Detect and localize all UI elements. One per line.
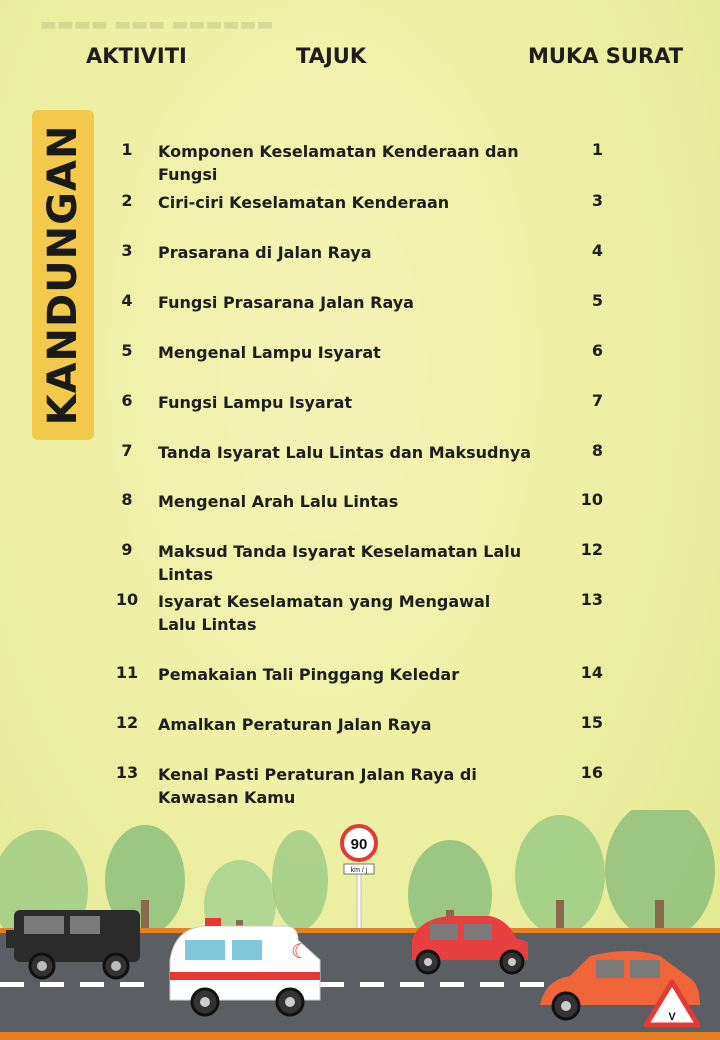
entry-page: 5 <box>591 291 603 310</box>
bleed-through-text: ▬▬▬▬▬▬ ▬▬▬ ▬▬▬▬ <box>40 14 274 35</box>
entry-title: Amalkan Peraturan Jalan Raya <box>158 715 432 734</box>
entry-number: 3 <box>121 241 133 260</box>
entry-title: Fungsi Prasarana Jalan Raya <box>158 293 414 312</box>
entry-page: 3 <box>591 191 603 210</box>
entry-number: 8 <box>121 490 133 509</box>
speed-limit-value: 90 <box>350 836 368 853</box>
entry-title: Mengenal Lampu Isyarat <box>158 343 381 362</box>
entry-number: 9 <box>121 540 133 559</box>
entry-page: 4 <box>591 241 603 260</box>
entry-title: Maksud Tanda Isyarat Keselamatan Lalu Lintas <box>158 542 522 584</box>
entry-number: 5 <box>121 341 133 360</box>
entry-title: Tanda Isyarat Lalu Lintas dan Maksudnya <box>158 443 532 462</box>
entry-title: Ciri-ciri Keselamatan Kenderaan <box>158 193 450 212</box>
entry-number: 2 <box>121 191 133 210</box>
entry-page: 14 <box>580 663 603 682</box>
entry-number: 7 <box>121 441 133 460</box>
entry-number: 13 <box>115 763 139 782</box>
entry-title: Pemakaian Tali Pinggang Keledar <box>158 665 460 684</box>
entry-title: Prasarana di Jalan Raya <box>158 243 372 262</box>
entry-title: Isyarat Keselamatan yang Mengawal Lalu Lintas <box>158 592 491 634</box>
entry-title: Kenal Pasti Peraturan Jalan Raya di Kawasan Kamu <box>158 765 477 807</box>
entry-page: 15 <box>580 713 603 732</box>
entry-page: 8 <box>591 441 603 460</box>
contents-sidebar <box>32 110 94 440</box>
entry-number: 4 <box>121 291 133 310</box>
entry-page: 10 <box>580 490 603 509</box>
entry-number: 10 <box>115 590 139 609</box>
entry-number: 11 <box>115 663 139 682</box>
header-activity: AKTIVITI <box>86 44 187 68</box>
speed-unit-label: km / j <box>350 867 368 874</box>
entry-title: Mengenal Arah Lalu Lintas <box>158 492 399 511</box>
entry-page: 6 <box>591 341 603 360</box>
entry-number: 6 <box>121 391 133 410</box>
entry-number: 12 <box>115 713 139 732</box>
entry-page: 13 <box>580 590 603 609</box>
entry-page: 7 <box>591 391 603 410</box>
header-title: TAJUK <box>296 44 367 68</box>
entry-page: 16 <box>580 763 603 782</box>
header-page: MUKA SURAT <box>528 44 684 68</box>
entry-title: Komponen Keselamatan Kenderaan dan Fungsi <box>158 142 519 184</box>
crescent-icon: ☾ <box>291 939 309 963</box>
warning-sign-letter: V <box>668 1011 676 1023</box>
entry-page: 1 <box>591 140 603 159</box>
contents-label: KANDUNGAN <box>40 124 86 426</box>
entry-number: 1 <box>121 140 133 159</box>
entry-page: 12 <box>580 540 603 559</box>
road-scene-illustration <box>0 810 720 1040</box>
entry-title: Fungsi Lampu Isyarat <box>158 393 353 412</box>
